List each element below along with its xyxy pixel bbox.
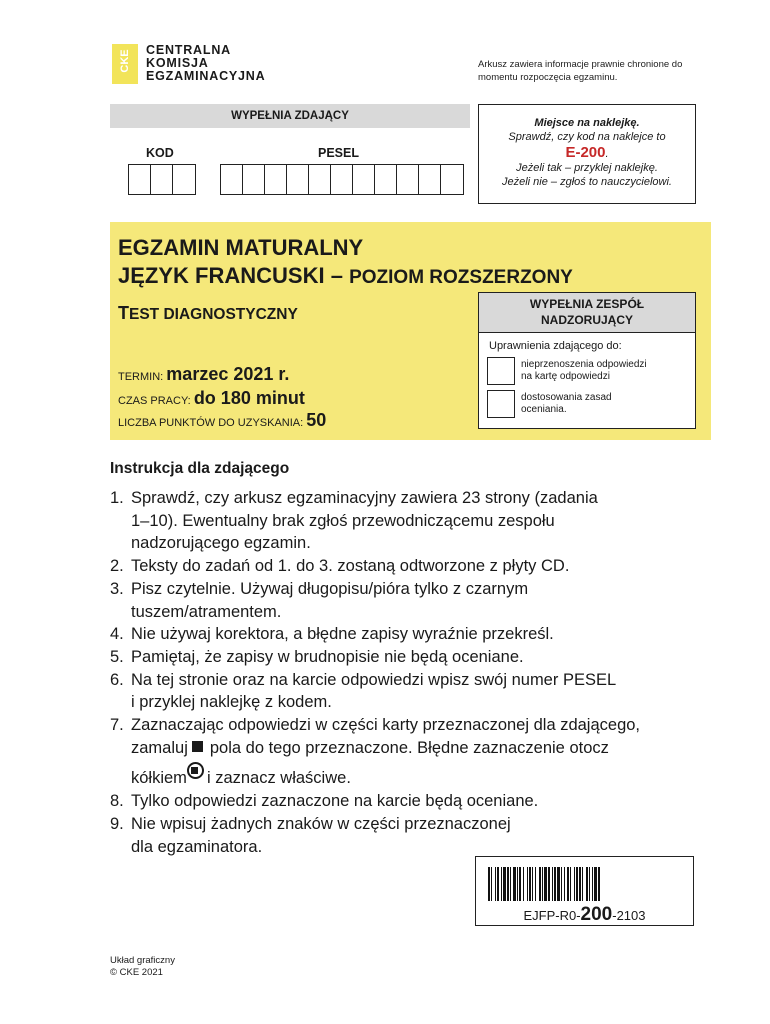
instruction-item: 8. Tylko odpowiedzi zaznaczone na karcie będą oceniane. bbox=[110, 792, 539, 811]
circled-square-icon bbox=[187, 762, 204, 779]
instruction-item: 2. Teksty do zadań od 1. do 3. zostaną odtworzone z płyty CD. bbox=[110, 557, 570, 576]
instruction-item: 3. Pisz czytelnie. Używaj długopisu/pióra tylko z czarnym tuszem/atramentem. bbox=[110, 579, 529, 621]
instructions-list bbox=[110, 487, 710, 858]
committee-header: WYPEŁNIA ZESPÓŁ NADZORUJĄCY bbox=[479, 293, 695, 333]
sticker-if-yes: Jeżeli tak – przyklej naklejkę. bbox=[516, 162, 658, 174]
filled-square-icon bbox=[192, 741, 203, 752]
pesel-cell[interactable] bbox=[309, 165, 331, 194]
kod-cell[interactable] bbox=[173, 165, 195, 194]
sticker-code: E-200 bbox=[565, 144, 606, 161]
pesel-cell[interactable] bbox=[419, 165, 441, 194]
barcode-text: EJFP-R0-200-2103 bbox=[523, 904, 646, 925]
instruction-item: 6. Na tej stronie oraz na karcie odpowiedzi wpisz swój numer PESEL i przyklej naklejkę z kodem. bbox=[110, 670, 617, 712]
instruction-item: 5. Pamiętaj, że zapisy w brudnopisie nie będą oceniane. bbox=[110, 647, 524, 666]
pesel-cell[interactable] bbox=[221, 165, 243, 194]
no-transfer-checkbox[interactable] bbox=[487, 357, 515, 385]
sticker-check-text: Sprawdź, czy kod na naklejce to bbox=[508, 131, 666, 143]
sticker-if-no: Jeżeli nie – zgłoś to nauczycielowi. bbox=[502, 176, 672, 188]
pesel-label: PESEL bbox=[318, 146, 359, 160]
instructions-title: Instrukcja dla zdającego bbox=[110, 460, 290, 477]
adjusted-grading-label: dostosowania zasad oceniania. bbox=[521, 391, 612, 415]
exam-term: TERMIN: marzec 2021 r. bbox=[118, 364, 290, 384]
pesel-cell[interactable] bbox=[397, 165, 419, 194]
sticker-title: Miejsce na naklejkę. bbox=[534, 117, 640, 129]
footer: Układ graficzny © CKE 2021 bbox=[110, 955, 175, 978]
exam-points: LICZBA PUNKTÓW DO UZYSKANIA: 50 bbox=[118, 410, 327, 430]
pesel-cell[interactable] bbox=[243, 165, 265, 194]
pesel-cell[interactable] bbox=[287, 165, 309, 194]
instruction-item: 4. Nie używaj korektora, a błędne zapisy wyraźnie przekreśl. bbox=[110, 625, 554, 644]
kod-cell[interactable] bbox=[151, 165, 173, 194]
no-transfer-label: nieprzenoszenia odpowiedzi na kartę odpowiedzi bbox=[521, 358, 647, 382]
exam-title: EGZAMIN MATURALNY bbox=[118, 235, 364, 260]
kod-field[interactable] bbox=[128, 164, 196, 195]
committee-rights-label: Uprawnienia zdającego do: bbox=[489, 340, 622, 352]
candidate-fill-header: WYPEŁNIA ZDAJĄCY bbox=[110, 104, 470, 128]
exam-subject: JĘZYK FRANCUSKI – POZIOM ROZSZERZONY bbox=[118, 263, 573, 288]
kod-label: KOD bbox=[146, 146, 174, 160]
exam-duration: CZAS PRACY: do 180 minut bbox=[118, 388, 305, 408]
test-type: TEST DIAGNOSTYCZNY bbox=[118, 303, 298, 323]
pesel-cell[interactable] bbox=[331, 165, 353, 194]
pesel-cell[interactable] bbox=[265, 165, 287, 194]
barcode-box bbox=[475, 856, 694, 926]
kod-cell[interactable] bbox=[129, 165, 151, 194]
instruction-item: 9. Nie wpisuj żadnych znaków w części przeznaczonej dla egzaminatora. bbox=[110, 814, 511, 856]
cke-logo bbox=[112, 44, 265, 84]
sticker-area: Miejsce na naklejkę. Sprawdź, czy kod na naklejce to E-200. Jeżeli tak – przyklej naklejkę. Jeżeli nie – zgłoś to nauczycielowi. bbox=[478, 104, 696, 204]
exam-level: POZIOM ROZSZERZONY bbox=[349, 267, 573, 288]
cke-logo-text: CENTRALNA KOMISJA EGZAMINACYJNA bbox=[146, 43, 266, 83]
barcode-icon bbox=[488, 867, 682, 901]
pesel-cell[interactable] bbox=[375, 165, 397, 194]
pesel-cell[interactable] bbox=[441, 165, 463, 194]
legal-notice: Arkusz zawiera informacje prawnie chronione do momentu rozpoczęcia egzaminu. bbox=[478, 59, 683, 83]
pesel-field[interactable] bbox=[220, 164, 464, 195]
cke-logo-mark: CKE bbox=[112, 44, 138, 84]
instruction-item: 7. Zaznaczając odpowiedzi w części karty przeznaczonej dla zdającego, zamaluj pola do tego przeznaczone. Błędne zaznaczenie otocz kółkiem i zaznacz właściwe. bbox=[110, 716, 641, 788]
committee-box bbox=[478, 292, 696, 429]
pesel-cell[interactable] bbox=[353, 165, 375, 194]
instruction-item: 1. Sprawdź, czy arkusz egzaminacyjny zawiera 23 strony (zadania 1–10). Ewentualny brak zgłoś przewodniczącemu zespołu nadzorującego egzamin. bbox=[110, 489, 598, 553]
adjusted-grading-checkbox[interactable] bbox=[487, 390, 515, 418]
